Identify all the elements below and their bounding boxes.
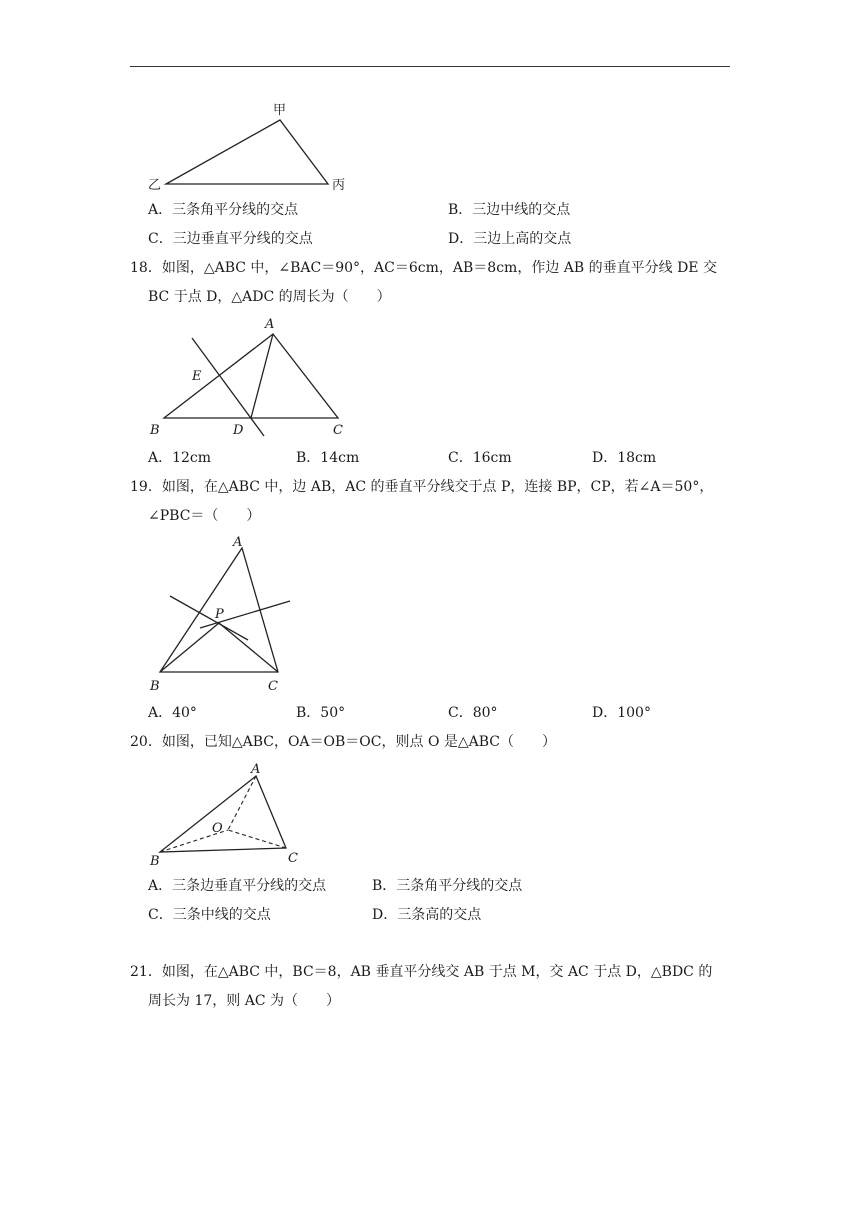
q17-option-a: A．三条角平分线的交点 [148, 202, 299, 218]
q21-stem-line1: 21．如图，在△ABC 中，BC＝8，AB 垂直平分线交 AB 于点 M，交 AC 于点 D，△BDC 的 [130, 964, 713, 980]
q17-option-d: D．三边上高的交点 [448, 231, 572, 247]
q20-option-c: C．三条中线的交点 [148, 907, 271, 923]
q19-triangle-figure [140, 530, 320, 700]
q18-option-c: C．16cm [448, 450, 512, 466]
q19-label-b: B [150, 679, 160, 694]
q18-label-b: B [150, 423, 160, 438]
q18-option-d: D．18cm [592, 450, 657, 466]
q18-label-c: C [333, 423, 343, 438]
q19-option-b: B．50° [296, 705, 346, 721]
q20-triangle-figure [140, 756, 320, 871]
q19-label-p: P [215, 607, 224, 622]
q20-label-b: B [150, 854, 160, 869]
q18-option-b: B．14cm [296, 450, 360, 466]
q20-label-a: A [251, 762, 261, 777]
q19-stem-line1: 19．如图，在△ABC 中，边 AB，AC 的垂直平分线交于点 P，连接 BP，CP，若∠A＝50°， [130, 479, 714, 495]
q19-stem-line2: ∠PBC＝（ ） [148, 508, 261, 524]
q20-option-d: D．三条高的交点 [372, 907, 482, 923]
q19-label-c: C [268, 679, 278, 694]
q18-stem-line1: 18．如图，△ABC 中，∠BAC＝90°，AC＝6cm，AB＝8cm，作边 AB 的垂直平分线 DE 交 [130, 260, 717, 276]
q18-label-a: A [265, 317, 275, 332]
q18-stem-line2: BC 于点 D，△ADC 的周长为（ ） [148, 289, 391, 305]
q20-label-c: C [288, 851, 298, 866]
q19-label-a: A [233, 535, 243, 550]
q17-label-top: 甲 [273, 103, 287, 118]
q18-option-a: A．12cm [148, 450, 212, 466]
q20-stem-line1: 20．如图，已知△ABC，OA＝OB＝OC，则点 O 是△ABC（ ） [130, 734, 557, 750]
q18-triangle-figure [140, 312, 360, 442]
q20-option-b: B．三条角平分线的交点 [372, 878, 523, 894]
q18-label-d: D [233, 423, 244, 438]
q17-option-c: C．三边垂直平分线的交点 [148, 231, 313, 247]
q19-option-a: A．40° [148, 705, 197, 721]
q17-triangle-figure [140, 96, 360, 196]
q19-option-c: C．80° [448, 705, 498, 721]
q17-option-b: B．三边中线的交点 [448, 202, 571, 218]
q21-stem-line2: 周长为 17，则 AC 为（ ） [148, 993, 340, 1009]
q19-option-d: D．100° [592, 705, 651, 721]
q17-label-right: 丙 [332, 178, 346, 193]
q18-label-e: E [192, 369, 202, 384]
q17-label-left: 乙 [148, 178, 162, 193]
q20-label-o: O [212, 821, 223, 836]
header-rule [130, 66, 730, 67]
q20-option-a: A．三条边垂直平分线的交点 [148, 878, 327, 894]
